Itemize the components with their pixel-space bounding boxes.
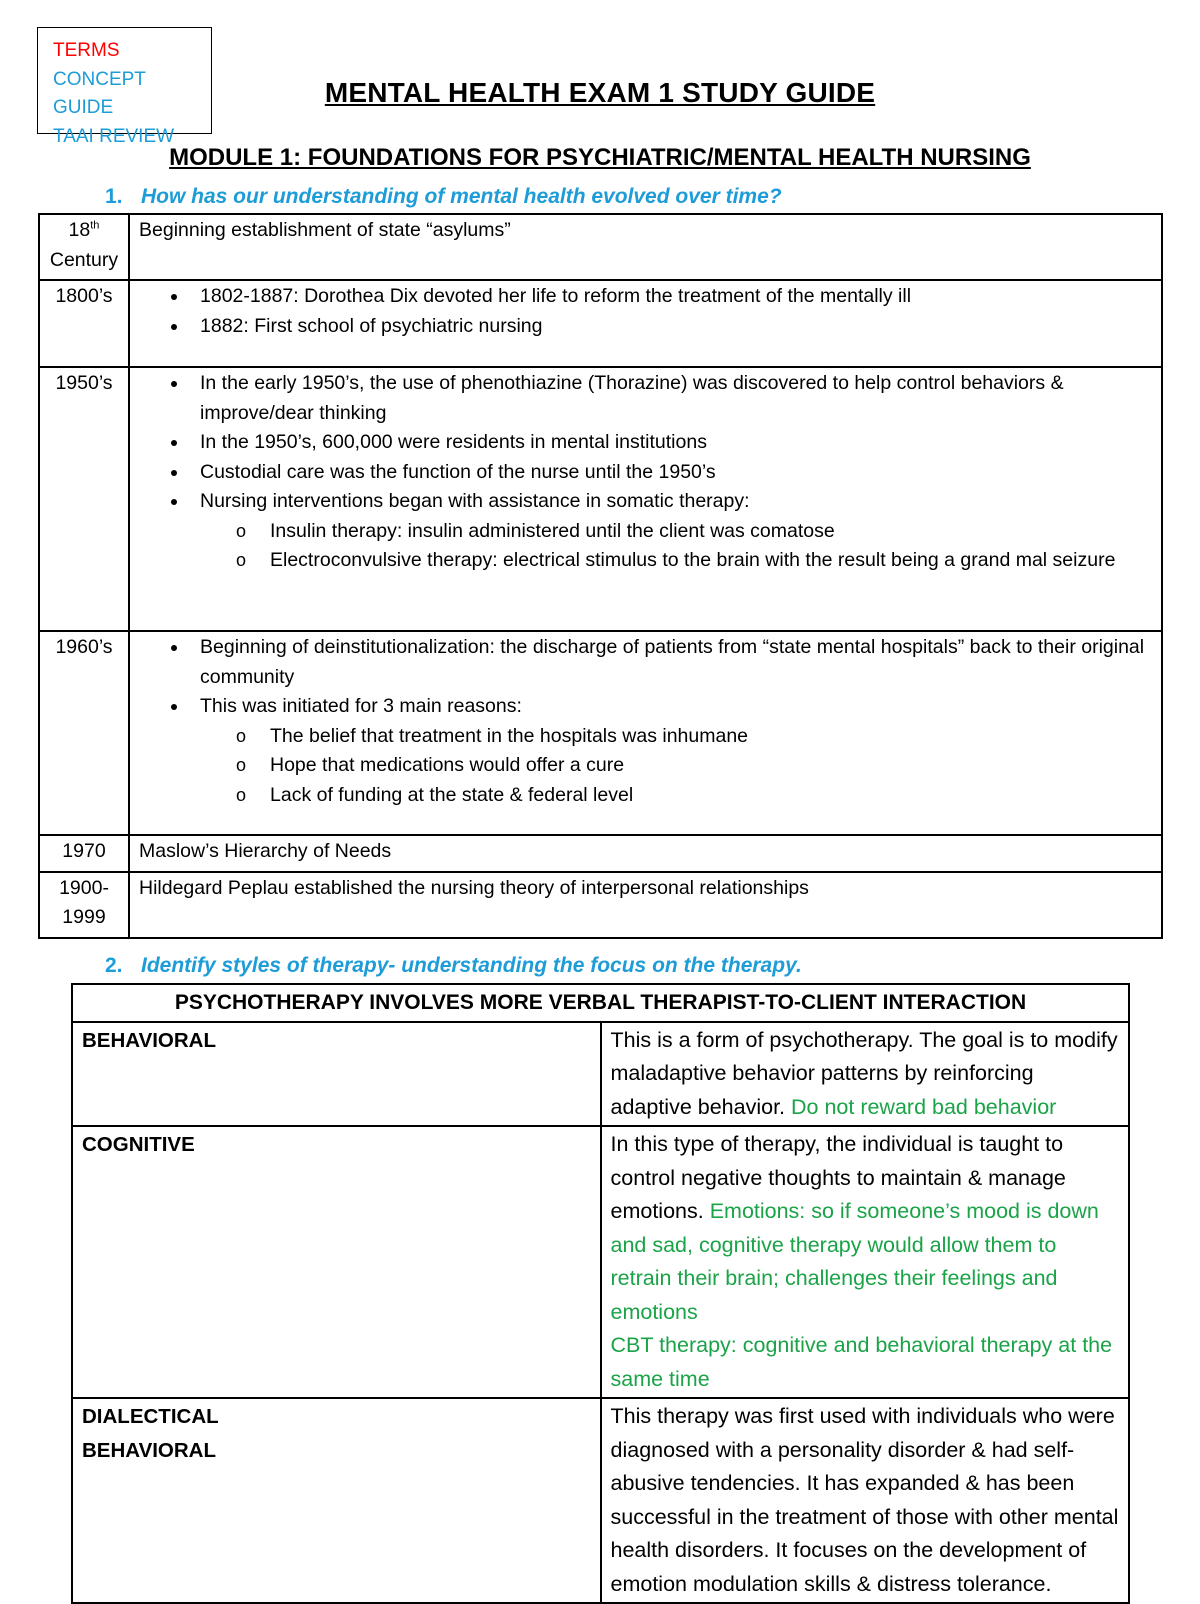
table-row <box>39 280 1162 367</box>
description-cell: Maslow’s Hierarchy of Needs <box>129 835 1162 872</box>
list-item: In the early 1950’s, the use of phenothiazine (Thorazine) was discovered to help control behaviors & improve/dear thinking <box>139 369 1153 428</box>
era-cell: 1960’s <box>39 631 129 835</box>
legend-terms: TERMS <box>53 40 120 61</box>
review-note: Emotions: so if someone’s mood is down and sad, cognitive therapy would allow them to retrain their brain; challenges their feelings and emotions <box>610 1199 1099 1324</box>
description-cell <box>129 631 1162 835</box>
table-row <box>39 214 1162 280</box>
review-note: CBT therapy: cognitive and behavioral therapy at the same time <box>610 1333 1113 1391</box>
table-row <box>39 631 1162 835</box>
era-cell: 1900-1999 <box>39 872 129 938</box>
list-item: In the 1950’s, 600,000 were residents in mental institutions <box>139 428 1153 458</box>
sub-list-item: o The belief that treatment in the hospitals was inhumane <box>139 722 1153 752</box>
question-1 <box>105 185 782 209</box>
description-cell: Hildegard Peplau established the nursing theory of interpersonal relationships <box>129 872 1162 938</box>
table-row <box>72 984 1129 1022</box>
table-row <box>72 1022 1129 1127</box>
legend-guide: GUIDE <box>53 97 114 118</box>
description-cell <box>129 367 1162 631</box>
review-note: Do not reward bad behavior <box>791 1094 1057 1119</box>
therapy-description-cell: This is a form of psychotherapy. The goal is to modify maladaptive behavior patterns by reinforcing adaptive behavior. Do not reward bad behavior <box>601 1022 1130 1127</box>
table-row <box>72 1398 1129 1603</box>
sub-list-item: o Insulin therapy: insulin administered until the client was comatose <box>139 517 1153 547</box>
document-title: MENTAL HEALTH EXAM 1 STUDY GUIDE <box>324 77 876 108</box>
list-item: This was initiated for 3 main reasons: o The belief that treatment in the hospitals was inhumane o Hope that medications would offer a cure o Lack of funding at the state & federal level <box>139 692 1153 810</box>
table-row <box>39 872 1162 938</box>
list-item: 1882: First school of psychiatric nursing <box>139 312 1153 342</box>
era-cell: 1800’s <box>39 280 129 367</box>
therapy-type-cell: BEHAVIORAL <box>72 1022 601 1127</box>
table-row <box>39 367 1162 631</box>
therapy-type-cell: COGNITIVE <box>72 1126 601 1398</box>
therapy-type-cell: DIALECTICAL BEHAVIORAL <box>72 1398 601 1603</box>
era-cell: 1970 <box>39 835 129 872</box>
sub-list-item: o Hope that medications would offer a cure <box>139 751 1153 781</box>
therapy-styles-table <box>71 983 1130 1604</box>
question-1-text: How has our understanding of mental health evolved over time? <box>141 185 782 208</box>
description-cell <box>129 280 1162 367</box>
table-row <box>72 1126 1129 1398</box>
question-2 <box>105 954 802 978</box>
legend-review: TAAI REVIEW <box>53 125 175 147</box>
mental-health-timeline-table <box>38 213 1163 939</box>
table-header: PSYCHOTHERAPY INVOLVES MORE VERBAL THERAPIST-TO-CLIENT INTERACTION <box>72 984 1129 1022</box>
era-cell: 1950’s <box>39 367 129 631</box>
question-2-text: Identify styles of therapy- understanding the focus on the therapy. <box>141 954 802 977</box>
list-item: Nursing interventions began with assistance in somatic therapy: o Insulin therapy: insulin administered until the client was comatose o Electroconvulsive therapy: electrical stimulus to the brain with the result being a grand mal seizure <box>139 487 1153 576</box>
list-item: Custodial care was the function of the nurse until the 1950’s <box>139 458 1153 488</box>
module-title: MODULE 1: FOUNDATIONS FOR PSYCHIATRIC/MENTAL HEALTH NURSING <box>169 144 1031 171</box>
era-cell: 18th Century <box>39 214 129 280</box>
list-item: Beginning of deinstitutionalization: the discharge of patients from “state mental hospitals” back to their original community <box>139 633 1153 692</box>
sub-list-item: o Electroconvulsive therapy: electrical stimulus to the brain with the result being a grand mal seizure <box>139 546 1153 576</box>
legend-concept: CONCEPT <box>53 68 146 90</box>
question-2-number: 2. <box>105 954 123 977</box>
question-1-number: 1. <box>105 185 123 208</box>
sub-list-item: o Lack of funding at the state & federal level <box>139 781 1153 811</box>
description-cell: Beginning establishment of state “asylums” <box>129 214 1162 280</box>
list-item: 1802-1887: Dorothea Dix devoted her life to reform the treatment of the mentally ill <box>139 282 1153 312</box>
therapy-description-cell: In this type of therapy, the individual is taught to control negative thoughts to maintain & manage emotions. Emotions: so if someone’s mood is down and sad, cognitive therapy would allow them to retrain their brain; challenges their feelings and emotions CBT therapy: cognitive and behavioral therapy at the same time <box>601 1126 1130 1398</box>
table-row <box>39 835 1162 872</box>
therapy-description-cell: This therapy was first used with individuals who were diagnosed with a personality disorder & had self-abusive tendencies. It has expanded & has been successful in the treatment of those with other mental health disorders. It focuses on the development of emotion modulation skills & distress tolerance. <box>601 1398 1130 1603</box>
